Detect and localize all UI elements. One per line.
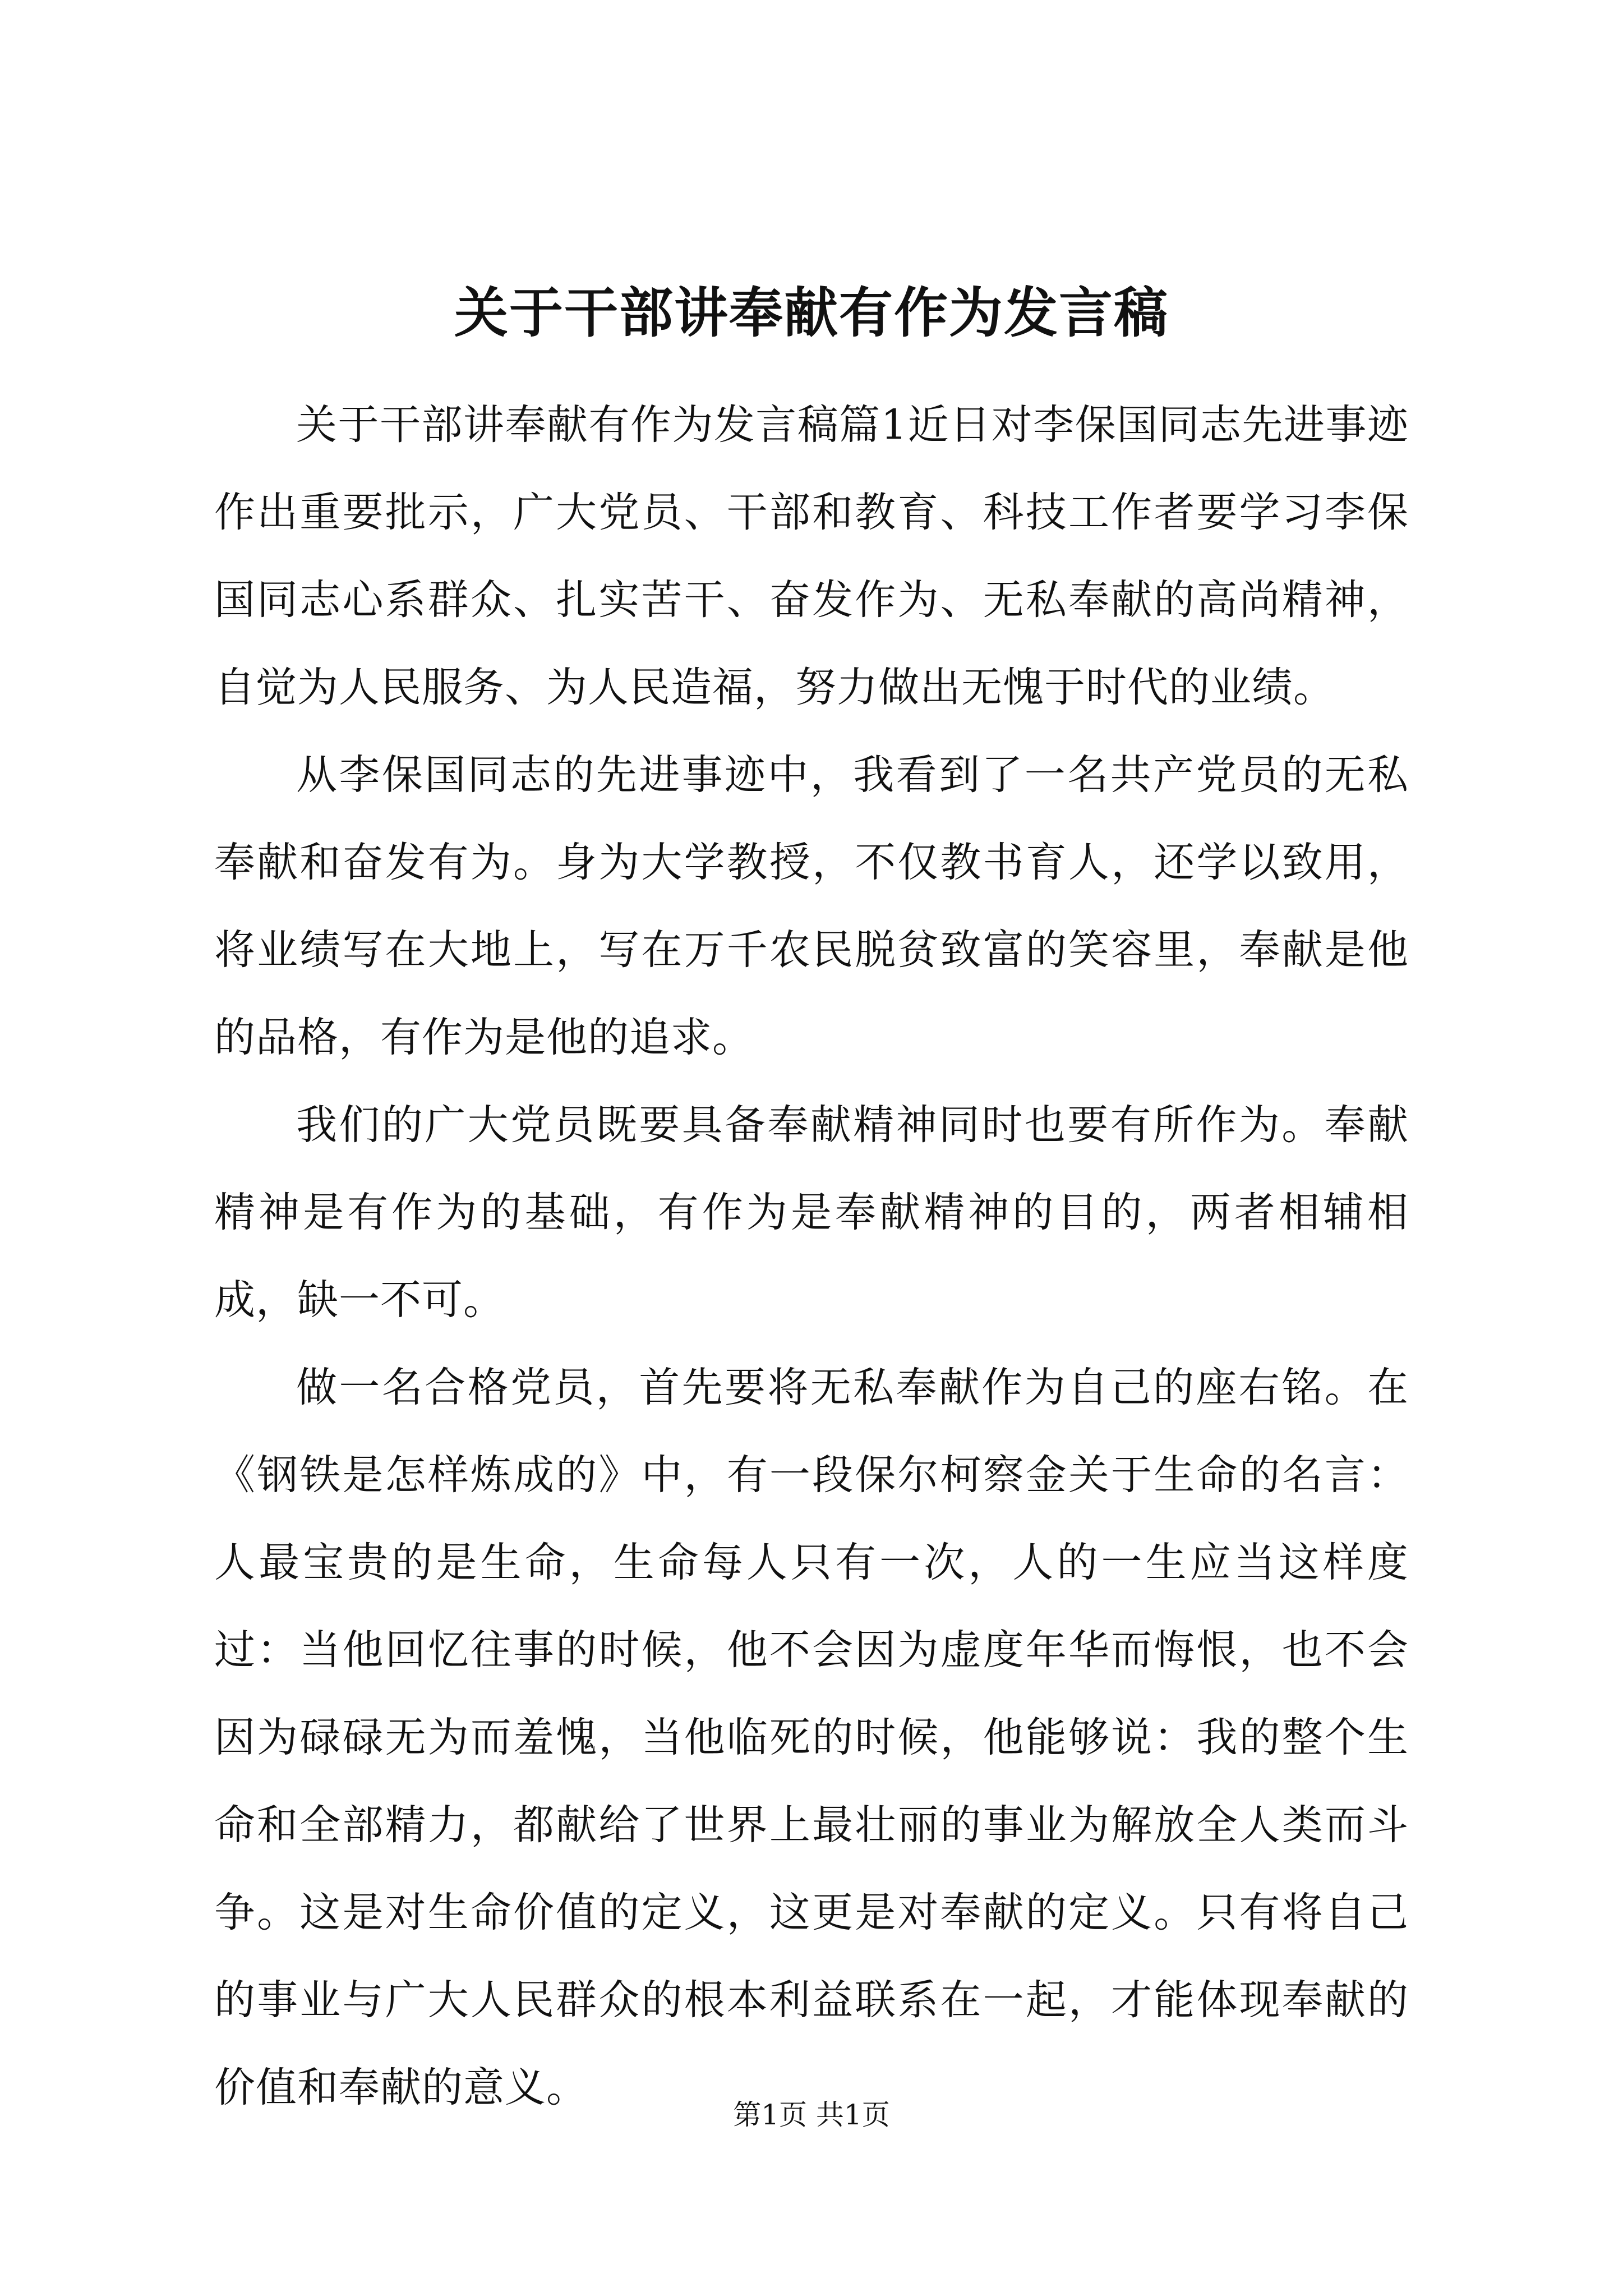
paragraph-1: 关于干部讲奉献有作为发言稿篇1近日对李保国同志先进事迹作出重要批示，广大党员、干部和教育、科技工作者要学习李保国同志心系群众、扎实苦干、奋发作为、无私奉献的高尚精神，自觉为人民服务、为人民造福，努力做出无愧于时代的业绩。 xyxy=(214,401,1409,711)
document-body xyxy=(214,381,1409,2132)
document-title: 关于干部讲奉献有作为发言稿 xyxy=(454,281,1169,344)
paragraph-4: 做一名合格党员，首先要将无私奉献作为自己的座右铭。在《钢铁是怎样炼成的》中，有一段保尔柯察金关于生命的名言：人最宝贵的是生命，生命每人只有一次，人的一生应当这样度过：当他回忆往事的时候，他不会因为虚度年华而悔恨，也不会因为碌碌无为而羞愧，当他临死的时候，他能够说：我的整个生命和全部精力，都献给了世界上最壮丽的事业为解放全人类而斗争。这是对生命价值的定义，这更是对奉献的定义。只有将自己的事业与广大人民群众的根本利益联系在一起，才能体现奉献的价值和奉献的意义。 xyxy=(214,1364,1409,2111)
page-footer: 第1页 共1页 xyxy=(733,2099,890,2131)
paragraph-2: 从李保国同志的先进事迹中，我看到了一名共产党员的无私奉献和奋发有为。身为大学教授，不仅教书育人，还学以致用，将业绩写在大地上，写在万千农民脱贫致富的笑容里，奉献是他的品格，有作为是他的追求。 xyxy=(214,751,1409,1061)
paragraph-3: 我们的广大党员既要具备奉献精神同时也要有所作为。奉献精神是有作为的基础，有作为是奉献精神的目的，两者相辅相成，缺一不可。 xyxy=(214,1101,1409,1324)
